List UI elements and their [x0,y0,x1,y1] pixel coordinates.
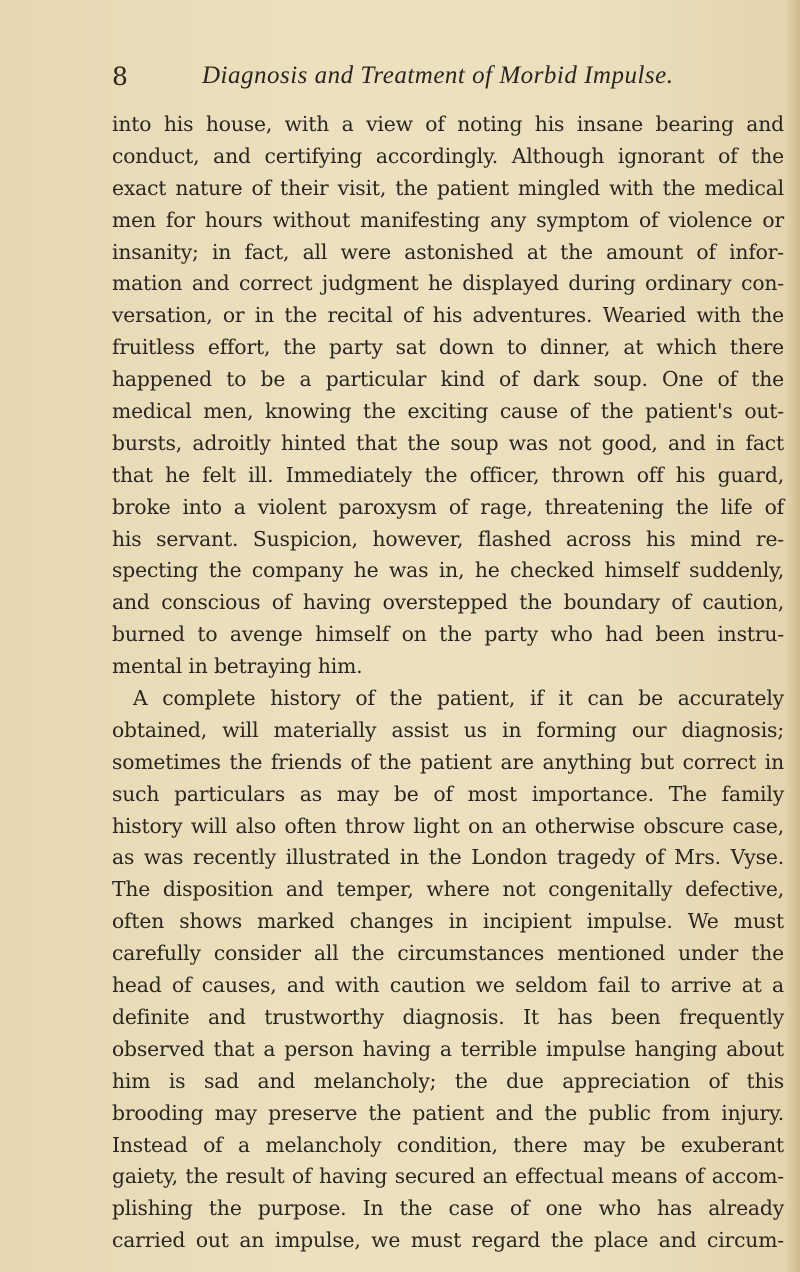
text-line: such particulars as may be of most importance. The family [112,781,784,806]
text-line: definite and trustworthy diagnosis. It has been frequently [112,1004,784,1029]
text-line: often shows marked changes in incipient impulse. We must [112,909,784,934]
text-line: as was recently illustrated in the London tragedy of Mrs. Vyse. [112,845,784,870]
text-line: into his house, with a view of noting his insane bearing and [112,112,784,136]
text-line: happened to be a particular kind of dark soup. One of the [112,367,784,392]
page-header [112,58,752,98]
text-line: Instead of a melancholy condition, there may be exuberant [112,1132,784,1157]
text-line: his servant. Suspicion, however, flashed across his mind re- [112,526,784,551]
running-title: Diagnosis and Treatment of Morbid Impulse. [202,62,674,89]
text-line: versation, or in the recital of his adventures. Wearied with the [112,303,784,328]
text-line: plishing the purpose. In the case of one who has already [112,1196,784,1221]
text-line: fruitless effort, the party sat down to dinner, at which there [112,335,784,360]
text-line: gaiety, the result of having secured an effectual means of accom- [112,1164,784,1189]
text-line: that he felt ill. Immediately the officer, thrown off his guard, [112,462,784,487]
text-line: mation and correct judgment he displayed during ordinary con- [112,271,784,296]
page-edge-shadow [786,0,800,1272]
page-number: 8 [112,62,128,91]
text-line: burned to avenge himself on the party who had been instru- [112,622,784,647]
text-line: specting the company he was in, he checked himself suddenly, [112,558,784,583]
text-line: broke into a violent paroxysm of rage, threatening the life of [112,494,784,519]
text-line: brooding may preserve the patient and the public from injury. [112,1100,784,1125]
text-line: obtained, will materially assist us in forming our diagnosis; [112,717,784,742]
text-line: observed that a person having a terrible impulse hanging about [112,1036,784,1061]
text-line: bursts, adroitly hinted that the soup was not good, and in fact [112,430,784,455]
text-line: carried out an impulse, we must regard the place and circum- [112,1228,784,1253]
text-line: sometimes the friends of the patient are anything but correct in [112,749,784,774]
text-line: The disposition and temper, where not congenitally defective, [112,877,784,902]
text-line: history will also often throw light on an otherwise obscure case, [112,813,784,838]
text-line: A complete history of the patient, if it can be accurately [133,686,784,711]
text-line: head of causes, and with caution we seldom fail to arrive at a [112,973,784,998]
text-line: mental in betraying him. [112,654,363,679]
text-line: men for hours without manifesting any symptom of violence or [112,207,784,232]
text-line: insanity; in fact, all were astonished at the amount of infor- [112,239,784,264]
body-text [112,109,784,1257]
text-line: conduct, and certifying accordingly. Although ignorant of the [112,143,784,168]
text-line: and conscious of having overstepped the boundary of caution, [112,590,784,615]
text-line: medical men, knowing the exciting cause of the patient's out- [112,399,784,424]
text-line: carefully consider all the circumstances mentioned under the [112,941,784,966]
text-line: exact nature of their visit, the patient mingled with the medical [112,175,784,200]
text-line: him is sad and melancholy; the due appreciation of this [112,1068,784,1093]
